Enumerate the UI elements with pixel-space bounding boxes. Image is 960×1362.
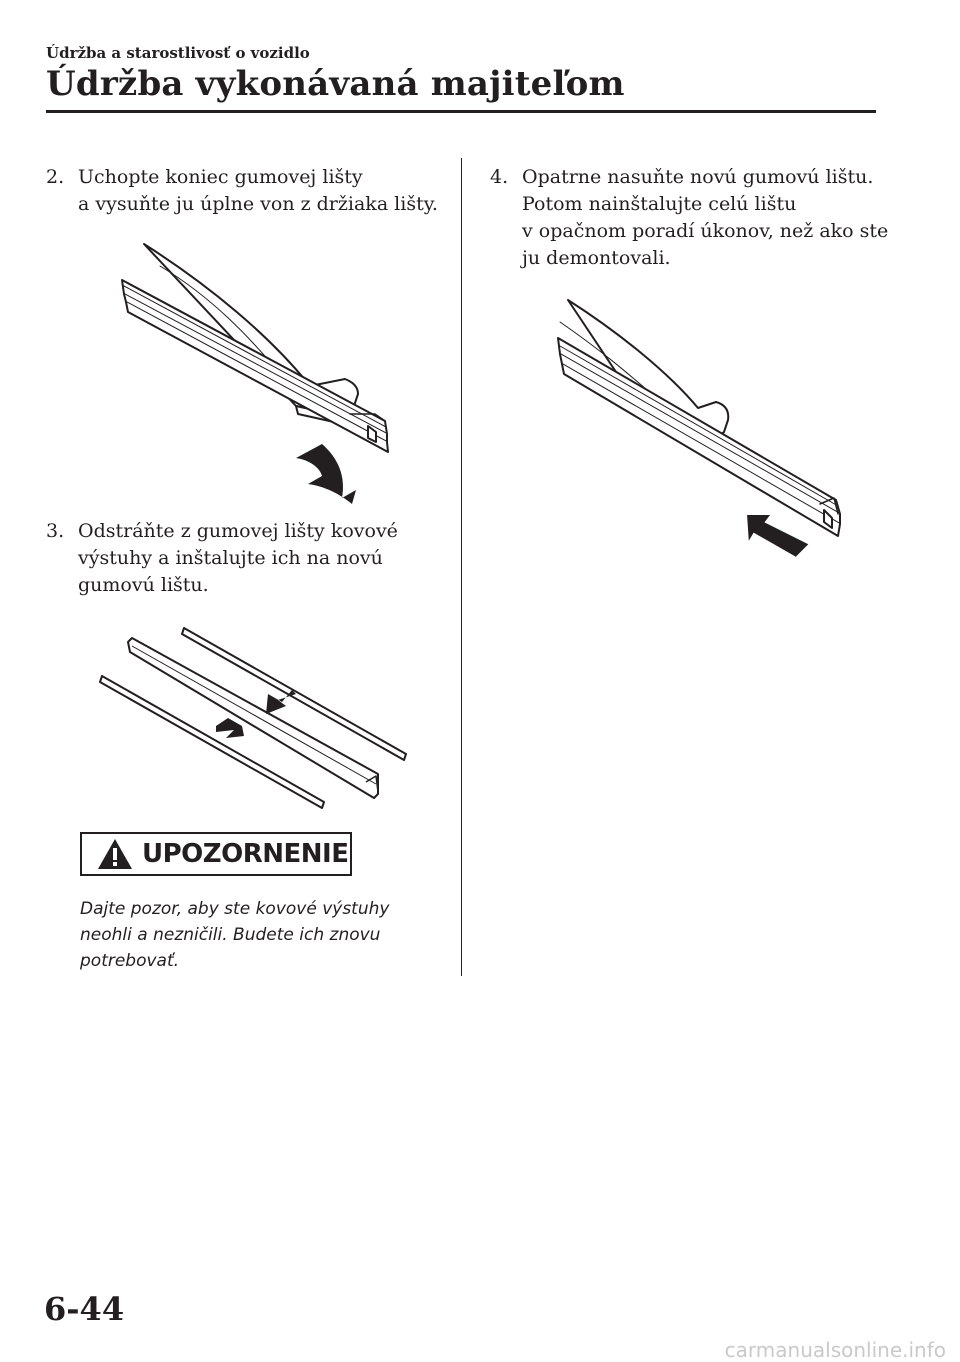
step-number: 4.: [490, 166, 509, 188]
step-text-line: Potom nainštalujte celú lištu: [522, 193, 797, 215]
step-text-line: Opatrne nasuňte novú gumovú lištu.: [522, 166, 874, 188]
caution-label: UPOZORNENIE: [142, 839, 349, 869]
insert-arrow-icon: [266, 690, 296, 714]
step-number: 2.: [46, 166, 65, 188]
page-number: 6-44: [44, 1290, 125, 1328]
caution-box: [80, 832, 352, 876]
insert-arrow-icon: [216, 718, 244, 738]
push-arrow-icon: [746, 514, 810, 558]
breadcrumb: Údržba a starostlivosť o vozidlo: [46, 44, 310, 62]
column-divider: [461, 158, 462, 976]
wiper-blade-remove-figure: [100, 236, 400, 516]
step-text-line: gumovú lištu.: [78, 574, 209, 596]
watermark: carmanualsonline.info: [724, 1338, 946, 1362]
caution-text: [80, 896, 420, 974]
warning-triangle-icon: [96, 837, 134, 871]
step-text-line: výstuhy a inštalujte ich na novú: [78, 547, 383, 569]
step-text-line: v opačnom poradí úkonov, než ako ste: [522, 220, 889, 242]
step-text-line: ju demontovali.: [522, 247, 671, 269]
wiper-blade-insert-figure: [548, 292, 858, 572]
step-3: [46, 518, 446, 602]
caution-text-line: potrebovať.: [80, 951, 180, 971]
caution-text-line: neohli a nezničili. Budete ich znovu: [80, 925, 381, 945]
step-number: 3.: [46, 520, 65, 542]
step-2: [46, 164, 446, 224]
caution-text-line: Dajte pozor, aby ste kovové výstuhy: [80, 899, 390, 919]
page-title: Údržba vykonávaná majiteľom: [46, 64, 625, 104]
step-text-line: a vysuňte ju úplne von z držiaka lišty.: [78, 193, 438, 215]
step-text-line: Odstráňte z gumovej lišty kovové: [78, 520, 398, 542]
step-4: [490, 164, 900, 274]
header-rule: [46, 110, 876, 113]
metal-reinforcements-figure: [96, 622, 416, 812]
step-text-line: Uchopte koniec gumovej lišty: [78, 166, 363, 188]
pull-arrow-icon: [296, 444, 356, 504]
wiper-arm-drawing: [122, 244, 388, 452]
